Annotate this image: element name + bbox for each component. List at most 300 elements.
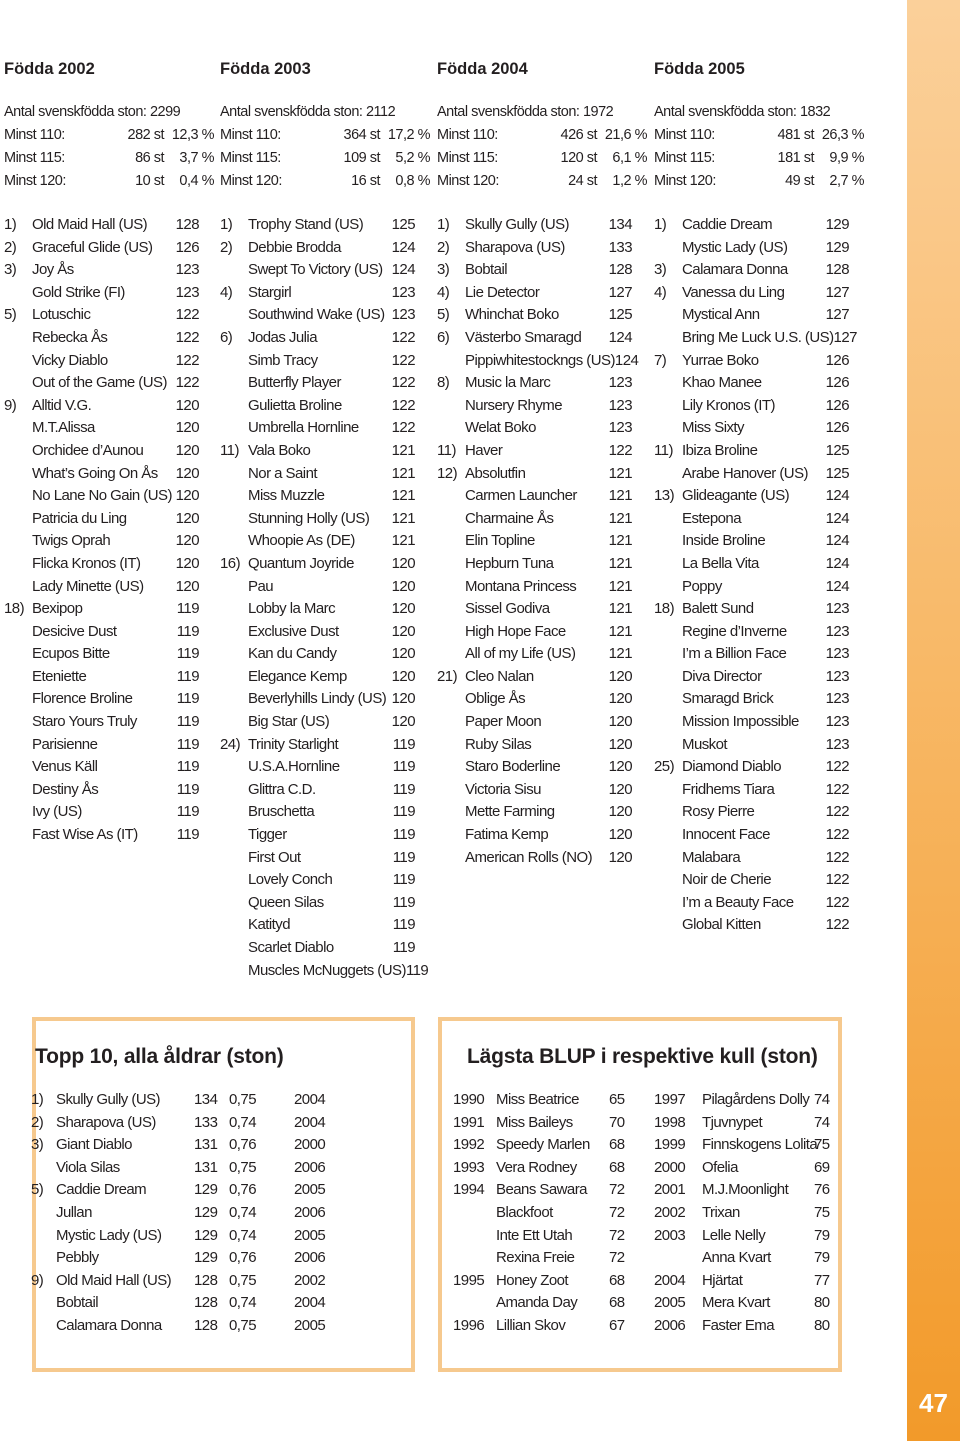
- horse-name: Calamara Donna: [682, 261, 788, 279]
- ranking-row: [220, 465, 415, 488]
- stat-pct: 3,7 %: [179, 150, 214, 166]
- blup-score: 80: [814, 1294, 830, 1312]
- blup-score: 119: [392, 871, 415, 889]
- blup-score: 72: [609, 1181, 625, 1199]
- horse-name: Calamara Donna: [56, 1317, 162, 1334]
- ranking-row: [654, 826, 849, 849]
- ranking-row: [437, 216, 632, 239]
- blup-score: 122: [175, 328, 199, 346]
- stat-count: 282 st: [127, 127, 164, 143]
- horse-name: Hjärtat: [702, 1271, 743, 1289]
- ranking-row: [4, 713, 199, 736]
- blup-score: 122: [175, 306, 199, 324]
- blup-score: 68: [609, 1271, 625, 1289]
- ranking-row: [437, 758, 632, 781]
- blup-score: 120: [391, 645, 415, 663]
- blup-score: 119: [176, 622, 199, 640]
- ranking-row: [4, 645, 199, 668]
- blup-score: 72: [609, 1249, 625, 1267]
- reliability: 0,74: [229, 1226, 256, 1244]
- horse-name: First Out: [248, 848, 301, 866]
- ranking-row: [220, 352, 415, 375]
- blup-score: 124: [825, 532, 849, 550]
- horse-name: What’s Going On Ås: [32, 464, 158, 482]
- horse-name: Glideagante (US): [682, 487, 790, 505]
- blup-score: 122: [391, 419, 415, 437]
- blup-score: 129: [194, 1226, 218, 1244]
- horse-name: Khao Manee: [682, 374, 762, 392]
- horse-name: Welat Boko: [465, 419, 536, 437]
- blup-score: 123: [608, 396, 632, 414]
- birth-year: 2005: [294, 1317, 326, 1334]
- year-heading: Födda 2003: [220, 60, 311, 78]
- stat-row: [437, 127, 647, 150]
- rank: 21): [437, 667, 458, 685]
- blup-score: 75: [814, 1204, 830, 1221]
- blup-score: 128: [608, 261, 632, 279]
- horse-name: Bobtail: [56, 1294, 99, 1312]
- rank: 5): [31, 1181, 44, 1199]
- horse-name: Lotuschic: [32, 306, 91, 324]
- ranking-row: [654, 894, 849, 917]
- litter-year: 1991: [453, 1113, 485, 1131]
- horse-name: Carmen Launcher: [465, 487, 577, 505]
- blup-score: 124: [391, 261, 415, 279]
- ranking-row: [220, 690, 415, 713]
- horse-name: Twigs Oprah: [32, 532, 111, 550]
- blup-score: 119: [392, 916, 415, 934]
- blup-score: 127: [825, 306, 849, 324]
- ranking-row: [654, 216, 849, 239]
- blup-score: 121: [608, 532, 632, 550]
- horse-name: Finnskogens Lolita: [702, 1136, 818, 1154]
- stat-pct: 21,6 %: [604, 127, 647, 143]
- horse-name: Stunning Holly (US): [248, 509, 370, 527]
- ranking-row: [654, 578, 849, 601]
- blup-score: 119: [176, 826, 199, 844]
- litter-year: 1996: [453, 1317, 485, 1334]
- horse-name: Simb Tracy: [248, 351, 318, 369]
- stat-row: [4, 104, 214, 127]
- blup-score: 123: [608, 419, 632, 437]
- horse-name: I’m a Beauty Face: [682, 893, 794, 911]
- stat-pct: 2,7 %: [829, 173, 864, 189]
- stat-row: [437, 104, 647, 127]
- horse-name: Bring Me Luck U.S. (US)127: [682, 328, 857, 346]
- horse-name: Speedy Marlen: [496, 1136, 590, 1154]
- stat-pct: 17,2 %: [387, 127, 430, 143]
- horse-name: Tjuvnypet: [702, 1113, 763, 1131]
- blup-score: 129: [825, 238, 849, 256]
- ranking-row: [4, 419, 199, 442]
- ranking-row: [220, 736, 415, 759]
- blup-score: 122: [175, 351, 199, 369]
- horse-name: Jullan: [56, 1204, 92, 1221]
- blup-score: 119: [392, 735, 415, 753]
- blup-score: 119: [176, 780, 199, 798]
- horse-name: Pippiwhitestockngs (US)124: [465, 351, 639, 369]
- ranking-list: [437, 216, 639, 871]
- reliability: 0,76: [229, 1136, 256, 1154]
- ranking-row: [654, 871, 849, 894]
- horse-name: M.T.Alissa: [32, 419, 95, 437]
- ranking-row: [4, 306, 199, 329]
- horse-name: Pilagårdens Dolly: [702, 1091, 810, 1108]
- rank: 3): [4, 261, 17, 279]
- blup-score: 121: [608, 554, 632, 572]
- horse-name: Mette Farming: [465, 803, 555, 821]
- blup-score: 129: [194, 1204, 218, 1221]
- horse-name: Mystic Lady (US): [682, 238, 788, 256]
- stat-count: 49 st: [785, 173, 814, 189]
- blup-score: 76: [814, 1181, 830, 1199]
- ranking-row: [654, 239, 849, 262]
- stat-pct: 12,3 %: [171, 127, 214, 143]
- horse-name: Lily Kronos (IT): [682, 396, 775, 414]
- ranking-row: [654, 284, 849, 307]
- rank: 8): [437, 374, 450, 392]
- ranking-row: [220, 216, 415, 239]
- litter-year: 1999: [654, 1136, 686, 1154]
- rank: 18): [4, 600, 25, 618]
- blup-score: 123: [825, 690, 849, 708]
- stat-row: [654, 173, 864, 196]
- ranking-row: [437, 329, 632, 352]
- stat-row: [4, 173, 214, 196]
- blup-score: 131: [194, 1158, 218, 1176]
- ranking-row: [4, 781, 199, 804]
- blup-score: 123: [825, 713, 849, 731]
- rank: 1): [437, 216, 450, 233]
- horse-name: Lobby la Marc: [248, 600, 336, 618]
- horse-name: Rebecka Ås: [32, 328, 108, 346]
- ranking-row: [4, 600, 199, 623]
- ranking-row: [220, 261, 415, 284]
- blup-score: 119: [176, 758, 199, 776]
- blup-score: 122: [608, 441, 632, 459]
- ranking-row: [220, 306, 415, 329]
- blup-score: 119: [392, 803, 415, 821]
- horse-name: Elin Topline: [465, 532, 535, 550]
- blup-score: 120: [391, 554, 415, 572]
- ranking-row: [220, 803, 415, 826]
- horse-name: Skully Gully (US): [465, 216, 569, 233]
- stat-label: Antal svenskfödda ston: 2112: [220, 104, 396, 120]
- stat-pct: 9,9 %: [829, 150, 864, 166]
- birth-year: 2006: [294, 1249, 326, 1267]
- blup-score: 123: [175, 261, 199, 279]
- blup-score: 120: [608, 826, 632, 844]
- reliability: 0,74: [229, 1294, 256, 1312]
- horse-name: Jodas Julia: [248, 328, 317, 346]
- birth-year: 2004: [294, 1294, 326, 1312]
- ranking-row: [654, 487, 849, 510]
- ranking-row: [654, 261, 849, 284]
- ranking-row: [220, 668, 415, 691]
- horse-name: Big Star (US): [248, 713, 330, 731]
- horse-name: Parisienne: [32, 735, 98, 753]
- blup-score: 128: [825, 261, 849, 279]
- rank: 2): [31, 1113, 44, 1131]
- ranking-row: [4, 758, 199, 781]
- ranking-row: [654, 532, 849, 555]
- horse-name: Ecupos Bitte: [32, 645, 110, 663]
- stat-row: [437, 173, 647, 196]
- ranking-row: [654, 328, 857, 352]
- rank: 5): [4, 306, 17, 324]
- year-heading: Födda 2002: [4, 60, 95, 78]
- ranking-row: [654, 668, 849, 691]
- birth-year: 2000: [294, 1136, 326, 1154]
- litter-year: 2003: [654, 1226, 686, 1244]
- ranking-list: [654, 216, 857, 939]
- stat-label: Minst 120:: [437, 173, 499, 189]
- horse-name: Fast Wise As (IT): [32, 826, 138, 844]
- horse-name: Charmaine Ås: [465, 509, 554, 527]
- horse-name: Kan du Candy: [248, 645, 337, 663]
- blup-score: 125: [391, 216, 415, 233]
- horse-name: Inte Ett Utah: [496, 1226, 573, 1244]
- horse-name: Mission Impossible: [682, 713, 799, 731]
- reliability: 0,75: [229, 1158, 256, 1176]
- stat-label: Antal svenskfödda ston: 1832: [654, 104, 831, 120]
- horse-name: Bobtail: [465, 261, 508, 279]
- stat-label: Minst 110:: [4, 127, 65, 143]
- rank: 6): [220, 328, 233, 346]
- horse-name: Sharapova (US): [56, 1113, 156, 1131]
- ranking-row: [437, 397, 632, 420]
- horse-name: Haver: [465, 441, 503, 459]
- blup-score: 120: [391, 690, 415, 708]
- rank: 11): [654, 441, 673, 459]
- ranking-row: [220, 713, 415, 736]
- litter-year: 1998: [654, 1113, 686, 1131]
- horse-name: Patricia du Ling: [32, 509, 127, 527]
- reliability: 0,76: [229, 1181, 256, 1199]
- horse-name: Pau: [248, 577, 274, 595]
- blup-score: 128: [194, 1317, 218, 1334]
- blup-score: 120: [608, 780, 632, 798]
- horse-name: Arabe Hanover (US): [682, 464, 808, 482]
- horse-name: Estepona: [682, 509, 741, 527]
- blup-score: 123: [825, 622, 849, 640]
- stat-label: Minst 115:: [220, 150, 281, 166]
- horse-name: Amanda Day: [496, 1294, 578, 1312]
- horse-name: Miss Muzzle: [248, 487, 325, 505]
- ranking-row: [220, 532, 415, 555]
- blup-score: 126: [825, 374, 849, 392]
- ranking-row: [437, 419, 632, 442]
- ranking-row: [437, 487, 632, 510]
- ranking-row: [220, 916, 415, 939]
- ranking-row: [654, 736, 849, 759]
- rank: 3): [654, 261, 667, 279]
- blup-score: 124: [825, 509, 849, 527]
- stat-label: Minst 120:: [220, 173, 282, 189]
- stat-count: 481 st: [777, 127, 814, 143]
- horse-name: Giant Diablo: [56, 1136, 132, 1154]
- top10-title: Topp 10, alla åldrar (ston): [35, 1045, 284, 1068]
- page-sidebar-band: [907, 0, 960, 1441]
- blup-score: 121: [391, 509, 415, 527]
- horse-name: Trixan: [702, 1204, 740, 1221]
- horse-name: La Bella Vita: [682, 554, 759, 572]
- blup-score: 129: [194, 1249, 218, 1267]
- blup-score: 123: [825, 667, 849, 685]
- horse-name: Katityd: [248, 916, 291, 934]
- stat-pct: 5,2 %: [395, 150, 430, 166]
- blup-score: 127: [825, 283, 849, 301]
- reliability: 0,75: [229, 1091, 256, 1108]
- litter-year: 1990: [453, 1091, 485, 1108]
- blup-score: 125: [825, 441, 849, 459]
- horse-name: Lovely Conch: [248, 871, 333, 889]
- horse-name: Scarlet Diablo: [248, 939, 334, 956]
- ranking-row: [220, 645, 415, 668]
- ranking-row: [220, 961, 429, 985]
- ranking-row: [654, 374, 849, 397]
- rank: 1): [31, 1091, 44, 1108]
- horse-name: Mystical Ann: [682, 306, 760, 324]
- horse-name: Staro Boderline: [465, 758, 561, 776]
- blup-score: 123: [825, 735, 849, 753]
- ranking-row: [437, 713, 632, 736]
- blup-score: 122: [825, 780, 849, 798]
- horse-name: Gulietta Broline: [248, 396, 342, 414]
- ranking-list: [220, 216, 429, 984]
- blup-score: 120: [608, 758, 632, 776]
- stat-pct: 26,3 %: [821, 127, 864, 143]
- horse-name: Whoopie As (DE): [248, 532, 355, 550]
- stat-label: Minst 115:: [4, 150, 65, 166]
- blup-score: 120: [175, 441, 199, 459]
- ranking-row: [437, 578, 632, 601]
- ranking-row: [4, 668, 199, 691]
- rank: 2): [4, 238, 17, 256]
- blup-score: 74: [814, 1113, 830, 1131]
- rank: 25): [654, 758, 675, 776]
- horse-name: Ibiza Broline: [682, 441, 758, 459]
- ranking-row: [654, 306, 849, 329]
- blup-score: 126: [175, 238, 199, 256]
- horse-name: Smaragd Brick: [682, 690, 774, 708]
- ranking-row: [437, 306, 632, 329]
- horse-name: Swept To Victory (US): [248, 261, 383, 279]
- horse-name: Caddie Dream: [56, 1181, 147, 1199]
- year-heading: Födda 2004: [437, 60, 528, 78]
- blup-score: 68: [609, 1294, 625, 1312]
- horse-name: Ofelia: [702, 1158, 738, 1176]
- horse-name: Gold Strike (FI): [32, 283, 125, 301]
- ranking-row: [220, 758, 415, 781]
- blup-score: 120: [608, 848, 632, 866]
- ranking-row: [220, 510, 415, 533]
- rank: 4): [220, 283, 233, 301]
- litter-year: 2006: [654, 1317, 686, 1334]
- year-stats: [220, 104, 430, 196]
- blup-score: 119: [176, 803, 199, 821]
- rank: 6): [437, 328, 450, 346]
- blup-score: 125: [608, 306, 632, 324]
- birth-year: 2006: [294, 1204, 326, 1221]
- horse-name: I’m a Billion Face: [682, 645, 787, 663]
- ranking-row: [437, 284, 632, 307]
- rank: 4): [437, 283, 450, 301]
- blup-score: 122: [825, 871, 849, 889]
- horse-name: Graceful Glide (US): [32, 238, 153, 256]
- rank: 2): [220, 238, 233, 256]
- horse-name: Out of the Game (US): [32, 374, 167, 392]
- birth-year: 2004: [294, 1113, 326, 1131]
- horse-name: Cleo Nalan: [465, 667, 534, 685]
- horse-name: Butterfly Player: [248, 374, 341, 392]
- blup-score: 120: [391, 600, 415, 618]
- blup-score: 124: [608, 328, 632, 346]
- horse-name: Oblige Ås: [465, 690, 526, 708]
- blup-score: 124: [825, 487, 849, 505]
- stat-row: [654, 127, 864, 150]
- horse-name: Diva Director: [682, 667, 762, 685]
- stat-row: [437, 150, 647, 173]
- stat-count: 426 st: [560, 127, 597, 143]
- blup-score: 120: [175, 577, 199, 595]
- horse-name: Stargirl: [248, 283, 292, 301]
- ranking-row: [220, 781, 415, 804]
- blup-score: 120: [175, 419, 199, 437]
- stat-row: [654, 150, 864, 173]
- horse-name: Yurrae Boko: [682, 351, 759, 369]
- blup-score: 119: [392, 758, 415, 776]
- rank: 9): [4, 396, 17, 414]
- ranking-row: [4, 374, 199, 397]
- blup-score: 119: [176, 600, 199, 618]
- lowest-blup-title: Lägsta BLUP i respektive kull (ston): [467, 1045, 818, 1068]
- horse-name: Umbrella Hornline: [248, 419, 359, 437]
- blup-score: 120: [175, 509, 199, 527]
- horse-name: Nor a Saint: [248, 464, 317, 482]
- horse-name: Malabara: [682, 848, 741, 866]
- rank: 3): [437, 261, 450, 279]
- horse-name: Miss Sixty: [682, 419, 745, 437]
- ranking-row: [437, 690, 632, 713]
- horse-name: Miss Beatrice: [496, 1091, 579, 1108]
- horse-name: Queen Silas: [248, 893, 324, 911]
- blup-score: 65: [609, 1091, 625, 1108]
- stat-count: 120 st: [560, 150, 597, 166]
- horse-name: Sharapova (US): [465, 238, 565, 256]
- blup-score: 119: [176, 735, 199, 753]
- blup-score: 119: [392, 939, 415, 956]
- ranking-row: [220, 555, 415, 578]
- ranking-row: [654, 442, 849, 465]
- ranking-row: [220, 329, 415, 352]
- ranking-row: [4, 555, 199, 578]
- blup-score: 121: [391, 464, 415, 482]
- horse-name: Balett Sund: [682, 600, 754, 618]
- birth-year: 2006: [294, 1158, 326, 1176]
- blup-score: 133: [608, 238, 632, 256]
- ranking-row: [4, 465, 199, 488]
- blup-score: 125: [825, 464, 849, 482]
- blup-score: 75: [814, 1136, 830, 1154]
- blup-score: 119: [392, 893, 415, 911]
- blup-score: 120: [608, 735, 632, 753]
- rank: 12): [437, 464, 458, 482]
- horse-name: Lelle Nelly: [702, 1226, 766, 1244]
- ranking-row: [4, 578, 199, 601]
- ranking-row: [437, 374, 632, 397]
- ranking-row: [4, 397, 199, 420]
